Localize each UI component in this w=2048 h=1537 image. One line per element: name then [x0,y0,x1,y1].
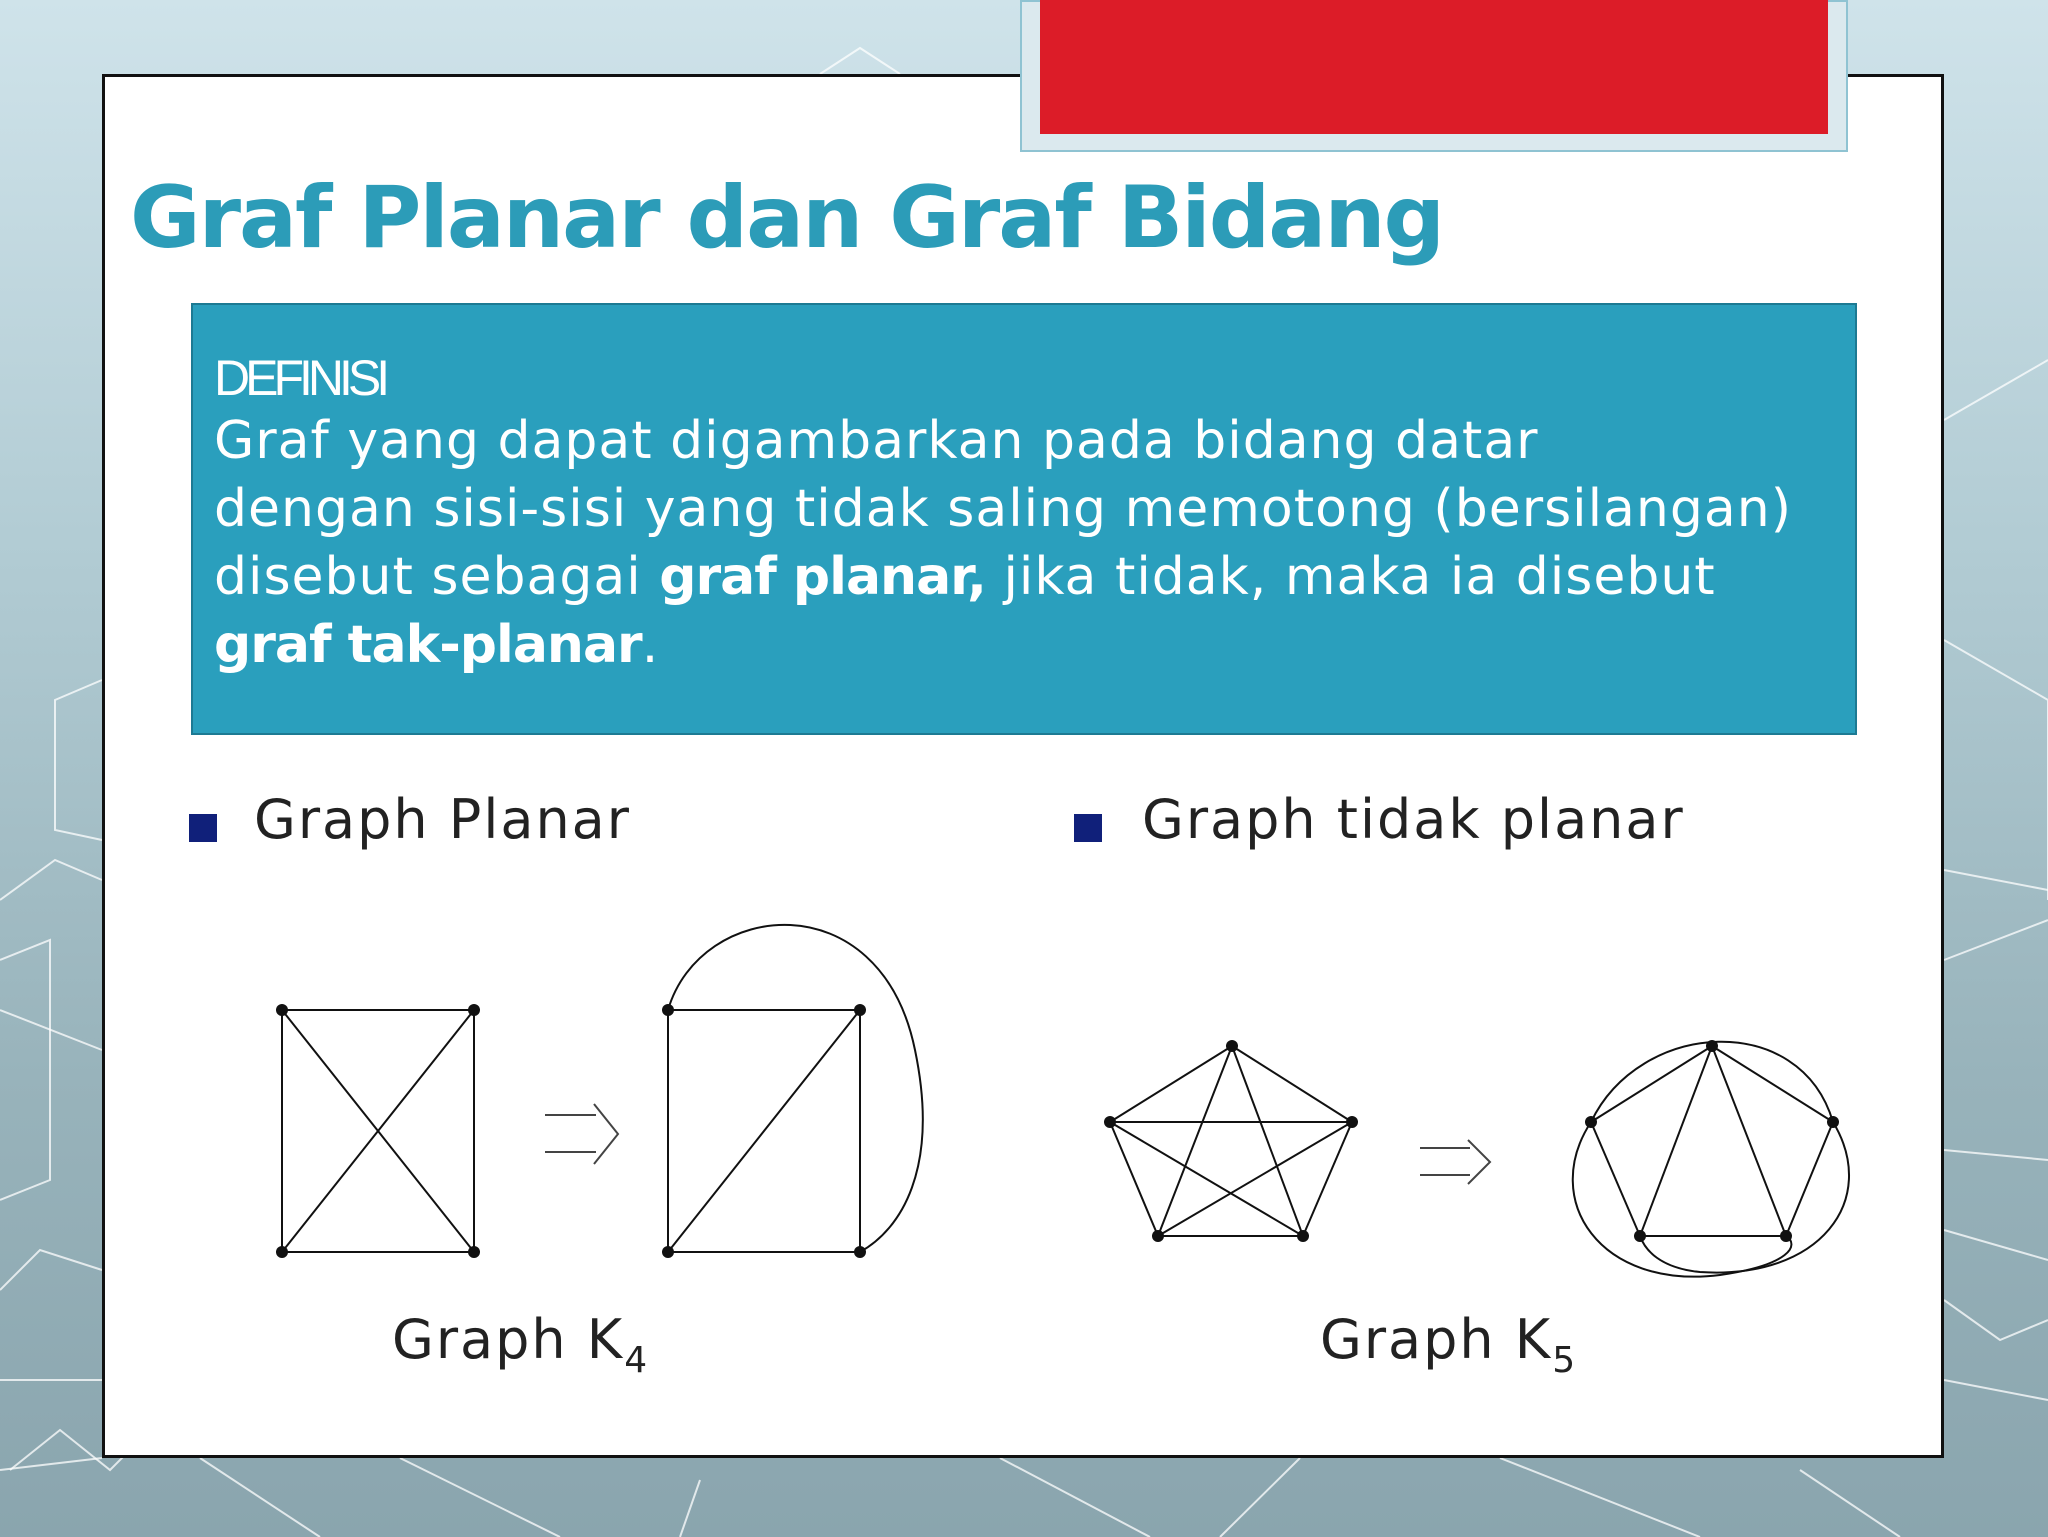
k5-edge [1640,1046,1712,1236]
double-arrow-right-icon [1420,1140,1490,1184]
k4-vertex [468,1246,480,1258]
k5-edge [1158,1046,1232,1236]
k4-caption [392,1308,647,1381]
k5-vertex [1152,1230,1164,1242]
k5-edge [1591,1122,1640,1236]
k5-redrawing [1573,1042,1849,1277]
k5-edge [1591,1046,1712,1122]
k4-caption-text: Graph K [392,1308,625,1371]
k5-edge [1232,1046,1303,1236]
definition-line-1: Graf yang dapat digambarkan pada bidang datar [214,411,1539,471]
definition-line-2: dengan sisi-sisi yang tidak saling memotong (bersilangan) [214,479,1792,539]
k5-vertex [1104,1116,1116,1128]
definition-line-4-end: . [641,615,660,675]
k4-vertex [854,1246,866,1258]
k5-edge [1786,1122,1833,1236]
k5-caption-subscript: 5 [1552,1340,1576,1381]
k5-vertex [1346,1116,1358,1128]
k5-caption [1320,1308,1575,1381]
definition-line-3-start: disebut sebagai [214,547,660,607]
k5-vertex [1585,1116,1597,1128]
k4-planar-drawing [668,925,923,1252]
k4-vertex [468,1004,480,1016]
definition-line-3-end: jika tidak, maka ia disebut [985,547,1716,607]
k5-edge [1232,1046,1352,1122]
term-graf-planar: graf planar, [659,547,986,607]
definition-heading: DEFINISI [214,350,386,406]
nonplanar-heading: Graph tidak planar [1142,788,1685,851]
k5-edge [1303,1122,1352,1236]
k5-edge [1158,1122,1352,1236]
k4-vertex [662,1004,674,1016]
k4-crossing-drawing [282,1010,474,1252]
k5-vertex [1706,1040,1718,1052]
k5-vertex [1226,1040,1238,1052]
term-graf-tak-planar: graf tak-planar [214,615,642,675]
k5-edge-curved [1591,1042,1833,1122]
slide-title: Graf Planar dan Graf Bidang [130,168,1444,268]
k4-vertex [276,1246,288,1258]
k5-vertex [1297,1230,1309,1242]
planar-heading: Graph Planar [254,788,631,851]
double-arrow-right-icon [545,1104,618,1164]
k5-edge [1712,1046,1786,1236]
k5-caption-text: Graph K [1320,1308,1553,1371]
k5-drawing [1110,1046,1352,1236]
k5-vertex [1780,1230,1792,1242]
k5-edge [1110,1046,1232,1122]
k5-edge-curved [1640,1122,1849,1273]
k5-edge-curved [1573,1122,1792,1277]
k5-vertex [1827,1116,1839,1128]
k5-edge [1110,1122,1158,1236]
k4-caption-subscript: 4 [624,1340,648,1381]
k4-edge [668,1010,860,1252]
k4-vertex [854,1004,866,1016]
k5-vertex [1634,1230,1646,1242]
k4-vertex [276,1004,288,1016]
k4-vertex [662,1246,674,1258]
k5-edge [1110,1122,1303,1236]
